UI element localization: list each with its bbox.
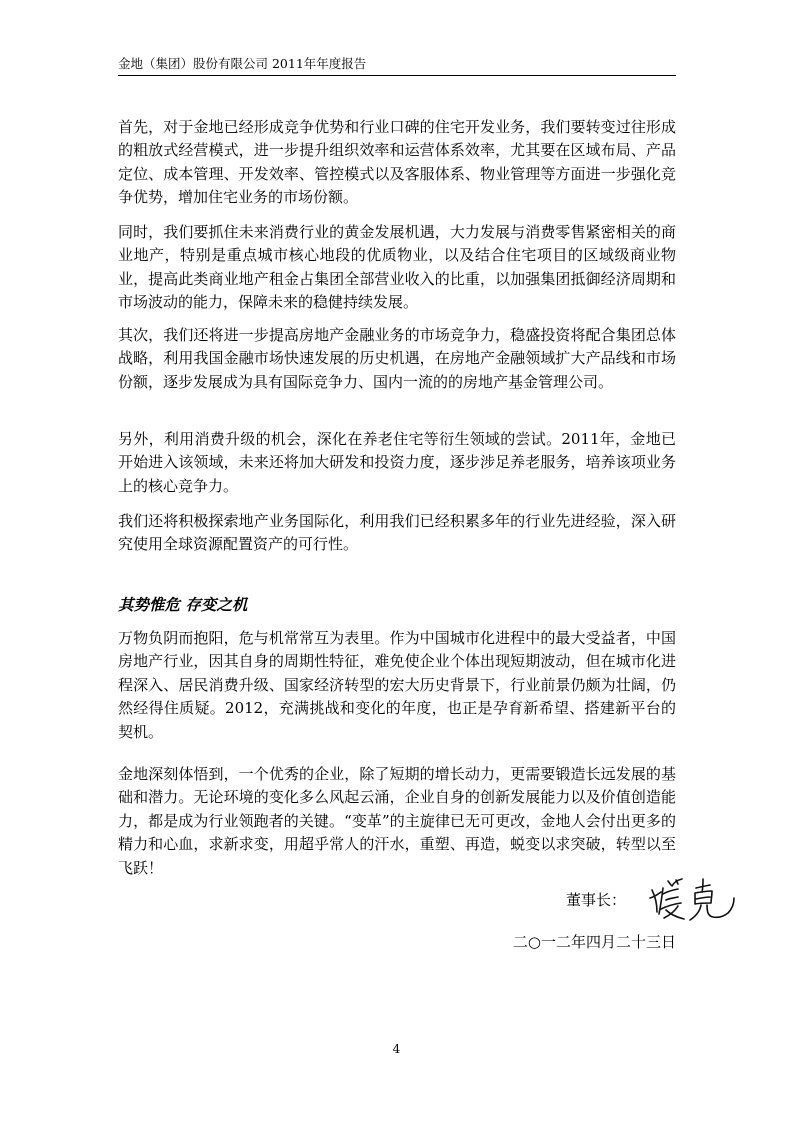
paragraph-real-estate-finance: 其次，我们还将进一步提高房地产金融业务的市场竞争力，稳盛投资将配合集团总体战略，利用我国金融市场快速发展的历史机遇，在房地产金融领域扩大产品线和市场份额，逐步发展成为具有国际竞争力、国内一流的的房地产基金管理公司。	[118, 326, 676, 391]
section-paragraph-opportunity: 万物负阴而抱阳，危与机常常互为表里。作为中国城市化进程中的最大受益者，中国房地产行业，因其自身的周期性特征，难免使企业个体出现短期波动，但在城市化进程深入、居民消费升级、国家经济转型的宏大历史背景下，行业前景仍颇为壮阔，仍然经得住质疑。2012，充满挑战和变化的年度，也正是孕育新希望、搭建新平台的契机。	[118, 629, 676, 741]
report-header	[118, 54, 676, 74]
paragraph-residential-business: 首先，对于金地已经形成竞争优势和行业口碑的住宅开发业务，我们要转变过往形成的粗放式经营模式，进一步提升组织效率和运营体系效率，尤其要在区域布局、产品定位、成本管理、开发效率、管控模式以及客服体系、物业管理等方面进一步强化竞争优势，增加住宅业务的市场份额。	[118, 118, 676, 207]
signature-stroke	[695, 891, 712, 904]
signature-block	[560, 876, 740, 926]
paragraph-commercial-property: 同时，我们要抓住未来消费行业的黄金发展机遇，大力发展与消费零售紧密相关的商业地产，特别是重点城市核心地段的优质物业，以及结合住宅项目的区域级商业物业，提高此类商业地产租金占集团全部营业收入的比重，以加强集团抵御经济周期和市场波动的能力，保障未来的稳健持续发展。	[118, 223, 676, 312]
paragraph-internationalization: 我们还将积极探索地产业务国际化，利用我们已经积累多年的行业先进经验，深入研究使用全球资源配置资产的可行性。	[118, 512, 676, 554]
section-paragraph-transformation: 金地深刻体悟到，一个优秀的企业，除了短期的增长动力，更需要锻造长远发展的基础和潜力。无论环境的变化多么风起云涌，企业自身的创新发展能力以及价值创造能力，都是成为行业领跑者的关键。“变革”的主旋律已无可更改，金地人会付出更多的精力和心血，求新求变，用超乎常人的汗水，重塑、再造，蜕变以求突破，转型以至飞跃！	[118, 765, 676, 877]
page-number: 4	[392, 1042, 401, 1056]
header-divider	[118, 75, 676, 76]
paragraph-senior-housing: 另外，利用消费升级的机会，深化在养老住宅等衍生领域的尝试。2011年，金地已开始进入该领域，未来还将加大研发和投资力度，逐步涉足养老服务，培养该项业务上的核心竞争力。	[118, 430, 676, 495]
section-heading: 其势惟危 存变之机	[118, 595, 248, 614]
signature-stroke	[668, 879, 682, 886]
chairman-label: 董事长：	[566, 891, 627, 909]
signature-stroke	[664, 906, 684, 919]
report-header-title: 金地（集团）股份有限公司 2011年年度报告	[118, 56, 367, 71]
signature-stroke	[659, 888, 681, 914]
signature-stroke	[690, 898, 734, 920]
handwritten-signature	[648, 876, 738, 922]
report-date: 二○一二年四月二十三日	[512, 933, 676, 951]
signature-stroke	[696, 879, 710, 892]
signature-strokes	[650, 879, 734, 920]
